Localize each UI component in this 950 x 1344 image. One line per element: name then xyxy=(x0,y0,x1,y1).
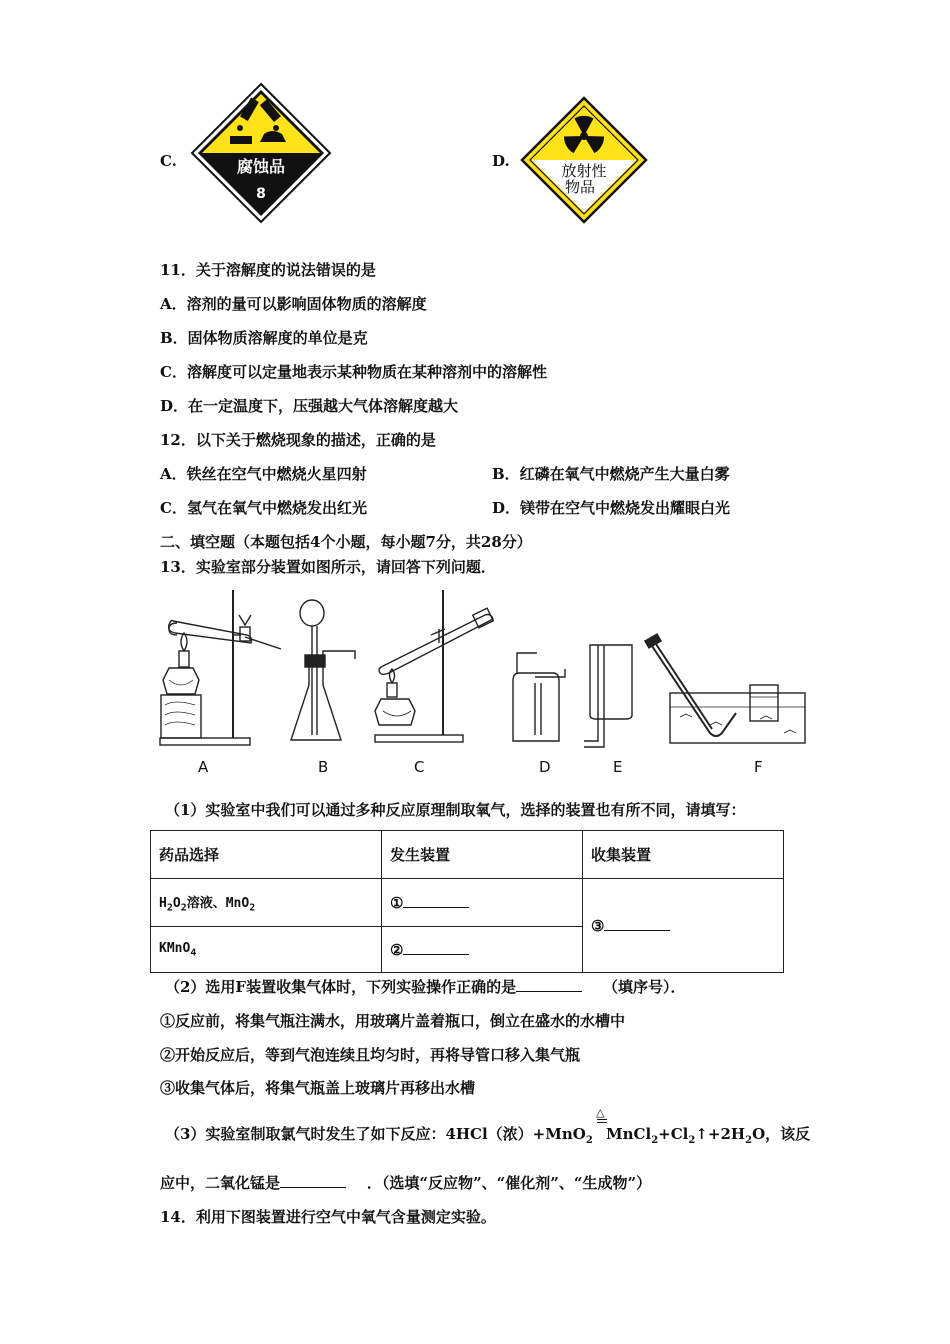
q12-stem: 12．以下关于燃烧现象的描述，正确的是 xyxy=(160,431,436,449)
q12-option-a: A．铁丝在空气中燃烧火星四射 xyxy=(160,465,367,483)
q12-option-b: B．红磷在氧气中燃烧产生大量白雾 xyxy=(492,465,730,483)
oxygen-apparatus-table xyxy=(150,830,784,973)
apparatus-label-e: E xyxy=(613,758,623,776)
q13-part2: （2）选用F装置收集气体时，下列实验操作正确的是 （填序号）． xyxy=(165,978,686,996)
apparatus-label-c: C xyxy=(414,758,425,776)
q12-option-d: D．镁带在空气中燃烧发出耀眼白光 xyxy=(492,499,731,517)
q12-option-c: C．氢气在氧气中燃烧发出红光 xyxy=(160,499,367,517)
q13-stem: 13．实验室部分装置如图所示，请回答下列问题． xyxy=(160,558,496,576)
q11-stem: 11．关于溶解度的说法错误的是 xyxy=(160,261,376,279)
radioactive-sign-icon xyxy=(520,96,648,224)
q13-operation-1: ①反应前，将集气瓶注满水，用玻璃片盖着瓶口，倒立在盛水的水槽中 xyxy=(160,1012,626,1030)
answer-blank-2[interactable]: ② xyxy=(382,927,583,973)
q13-operation-3: ③收集气体后，将集气瓶盖上玻璃片再移出水槽 xyxy=(160,1079,476,1097)
apparatus-diagram xyxy=(155,585,815,755)
q13-part3-reaction: （3）实验室制取氯气时发生了如下反应：4HCl（浓）+MnO$_2$ $MnCl_2+Cl_2↑+2H_2O$，该反 xyxy=(165,1125,811,1146)
table-cell-h2o2: $H_2O_2$溶液、MnO$_2$ xyxy=(151,879,382,927)
answer-blank-part2[interactable] xyxy=(516,977,582,992)
table-header-generator: 发生装置 xyxy=(382,831,583,879)
q11-option-c: C．溶解度可以定量地表示某种物质在某种溶剂中的溶解性 xyxy=(160,363,547,381)
q13-part3-question: 应中，二氧化锰是 ．（选填“反应物”、“催化剂”、“生成物”） xyxy=(160,1174,652,1192)
answer-blank-part3[interactable] xyxy=(280,1173,346,1188)
apparatus-label-f: F xyxy=(754,758,763,776)
apparatus-label-d: D xyxy=(539,758,551,776)
corrosive-text: 腐蚀品 xyxy=(236,157,286,176)
answer-blank-1[interactable]: ① xyxy=(382,879,583,927)
corrosive-sign-icon xyxy=(190,82,332,224)
apparatus-e xyxy=(584,645,632,747)
option-c-label: C. xyxy=(160,152,177,170)
apparatus-label-a: A xyxy=(198,758,209,776)
option-d-label: D. xyxy=(492,152,510,170)
apparatus-c xyxy=(375,590,493,742)
apparatus-label-b: B xyxy=(318,758,329,776)
table-header-collector: 收集装置 xyxy=(583,831,784,879)
radioactive-text-1: 放射性 xyxy=(561,162,607,180)
q14-stem: 14．利用下图装置进行空气中氧气含量测定实验。 xyxy=(160,1208,496,1226)
apparatus-f xyxy=(645,634,805,743)
corrosive-number: 8 xyxy=(256,186,266,202)
apparatus-b xyxy=(291,600,355,740)
radioactive-text-2: 物品 xyxy=(564,178,596,196)
q11-option-a: A．溶剂的量可以影响固体物质的溶解度 xyxy=(160,295,427,313)
apparatus-a xyxy=(160,590,281,745)
table-header-reagent: 药品选择 xyxy=(151,831,382,879)
q11-option-b: B．固体物质溶解度的单位是克 xyxy=(160,329,368,347)
section-2-heading: 二、填空题（本题包括4个小题，每小题7分，共28分） xyxy=(160,533,532,551)
answer-blank-3[interactable]: ③ xyxy=(583,879,784,973)
apparatus-d xyxy=(513,653,565,741)
q13-part1: （1）实验室中我们可以通过多种反应原理制取氧气，选择的装置也有所不同，请填写： xyxy=(165,801,746,819)
heating-delta-icon: △ xyxy=(596,1106,605,1119)
q13-operation-2: ②开始反应后，等到气泡连续且均匀时，再将导管口移入集气瓶 xyxy=(160,1046,581,1064)
table-cell-kmno4: KMnO$_4$ xyxy=(151,927,382,973)
q11-option-d: D．在一定温度下，压强越大气体溶解度越大 xyxy=(160,397,459,415)
